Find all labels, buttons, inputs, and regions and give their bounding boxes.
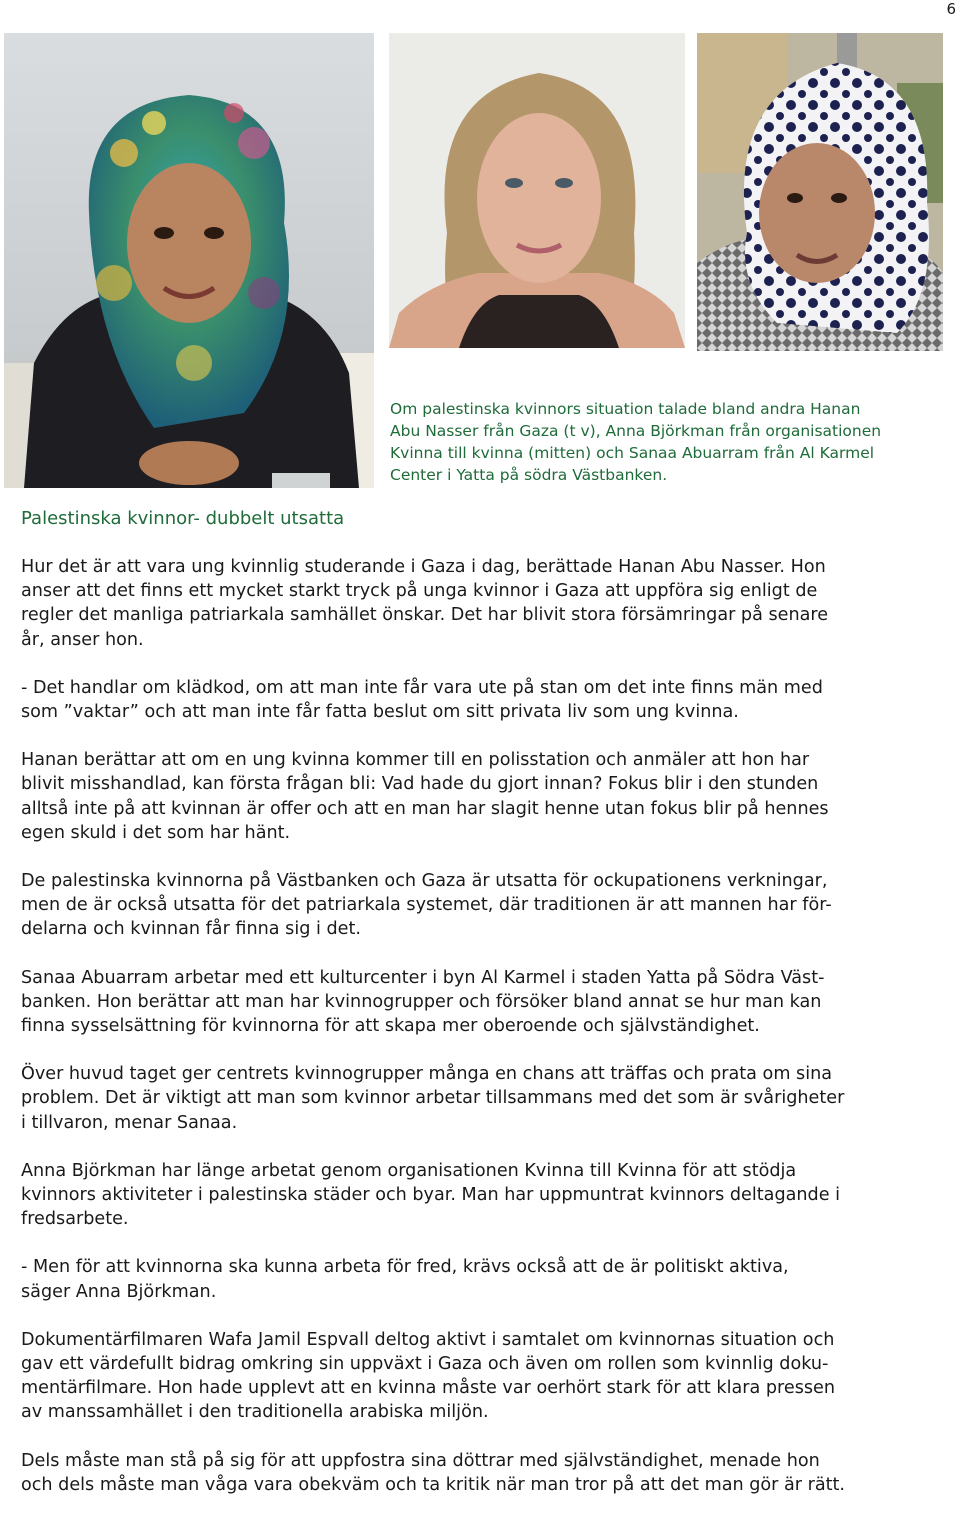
- text-line: fredsarbete.: [21, 1209, 129, 1230]
- text-line: Dels måste man stå på sig för att uppfostra sina döttrar med självständighet, menade hon: [21, 1450, 820, 1471]
- text-line: delarna och kvinnan får finna sig i det.: [21, 919, 361, 940]
- text-line: blivit misshandlad, kan första frågan bli: Vad hade du gjort innan? Fokus blir i den stunden: [21, 774, 819, 795]
- paragraph: [21, 748, 946, 845]
- text-line: i tillvaron, menar Sanaa.: [21, 1112, 238, 1133]
- text-line: mentärfilmare. Hon hade upplevt att en kvinna måste var oerhört stark för att klara pressen: [21, 1378, 836, 1399]
- text-line: men de är också utsatta för det patriarkala systemet, där traditionen är att mannen har för-: [21, 895, 832, 916]
- paragraph: [21, 1328, 946, 1425]
- text-line: - Det handlar om klädkod, om att man inte får vara ute på stan om det inte finns män med: [21, 677, 823, 698]
- text-line: problem. Det är viktigt att man som kvinnor arbetar tillsammans med det som är svårigheter: [21, 1088, 845, 1109]
- paragraph: [21, 555, 946, 652]
- text-line: alltså inte på att kvinnan är offer och att en man har slagit henne utan fokus blir på hennes: [21, 798, 829, 819]
- caption-line: Abu Nasser från Gaza (t v), Anna Björkman från organisationen: [390, 422, 882, 440]
- paragraph: [21, 869, 946, 942]
- text-line: Hur det är att vara ung kvinnlig studerande i Gaza i dag, berättade Hanan Abu Nasser. Hon: [21, 557, 826, 577]
- text-line: som ”vaktar” och att man inte får fatta beslut om sitt privata liv som ung kvinna.: [21, 702, 739, 723]
- text-line: Anna Björkman har länge arbetat genom organisationen Kvinna till Kvinna för att stödja: [21, 1160, 797, 1181]
- caption-line: Kvinna till kvinna (mitten) och Sanaa Abuarram från Al Karmel: [390, 444, 875, 462]
- photo-sanaa-abuarram: [697, 33, 943, 351]
- text-line: år, anser hon.: [21, 629, 144, 650]
- paragraph: [21, 966, 946, 1039]
- paragraph: [21, 676, 946, 724]
- text-line: - Men för att kvinnorna ska kunna arbeta för fred, krävs också att de är politiskt aktiva,: [21, 1257, 789, 1278]
- paragraph: [21, 1255, 946, 1303]
- text-line: Över huvud taget ger centrets kvinnogrupper många en chans att träffas och prata om sina: [21, 1064, 833, 1085]
- paragraph: [21, 1159, 946, 1232]
- text-line: egen skuld i det som har hänt.: [21, 822, 291, 843]
- caption-line: Center i Yatta på södra Västbanken.: [390, 466, 668, 484]
- text-line: säger Anna Björkman.: [21, 1281, 217, 1302]
- text-line: gav ett värdefullt bidrag omkring sin uppväxt i Gaza och även om rollen som kvinnlig doku-: [21, 1354, 829, 1375]
- photo-caption: [390, 398, 950, 486]
- text-line: Sanaa Abuarram arbetar med ett kulturcenter i byn Al Karmel i staden Yatta på Södra Väst-: [21, 967, 825, 988]
- text-line: och dels måste man våga vara obekväm och ta kritik när man tror på att det man gör är rätt.: [21, 1474, 846, 1495]
- photo-hanan-abu-nasser: [4, 33, 374, 488]
- paragraph: [21, 1449, 946, 1497]
- text-line: finna sysselsättning för kvinnorna för att skapa mer oberoende och självständighet.: [21, 1016, 760, 1037]
- portrait-photo-icon: [389, 33, 685, 348]
- text-line: De palestinska kvinnorna på Västbanken och Gaza är utsatta för ockupationens verkningar,: [21, 871, 828, 892]
- portrait-photo-icon: [697, 33, 943, 351]
- portrait-photo-icon: [4, 33, 374, 488]
- text-line: Dokumentärfilmaren Wafa Jamil Espvall deltog aktivt i samtalet om kvinnornas situation och: [21, 1329, 835, 1350]
- caption-line: Om palestinska kvinnors situation talade bland andra Hanan: [390, 400, 861, 418]
- article-body: [21, 555, 946, 1521]
- page-number: 6: [946, 0, 956, 18]
- text-line: av manssamhället i den traditionella arabiska miljön.: [21, 1402, 489, 1423]
- text-line: kvinnors aktiviteter i palestinska städer och byar. Man har uppmuntrat kvinnors deltagande i: [21, 1185, 841, 1206]
- text-line: anser att det finns ett mycket starkt tryck på unga kvinnor i Gaza att uppföra sig enligt de: [21, 581, 818, 602]
- paragraph: [21, 1062, 946, 1135]
- text-line: banken. Hon berättar att man har kvinnogrupper och försöker bland annat se hur man kan: [21, 991, 822, 1012]
- text-line: Hanan berättar att om en ung kvinna kommer till en polisstation och anmäler att hon har: [21, 750, 810, 771]
- article-title: Palestinska kvinnor- dubbelt utsatta: [21, 508, 345, 529]
- photo-anna-bjorkman: [389, 33, 685, 348]
- text-line: regler det manliga patriarkala samhället önskar. Det har blivit stora försämringar på senare: [21, 605, 829, 626]
